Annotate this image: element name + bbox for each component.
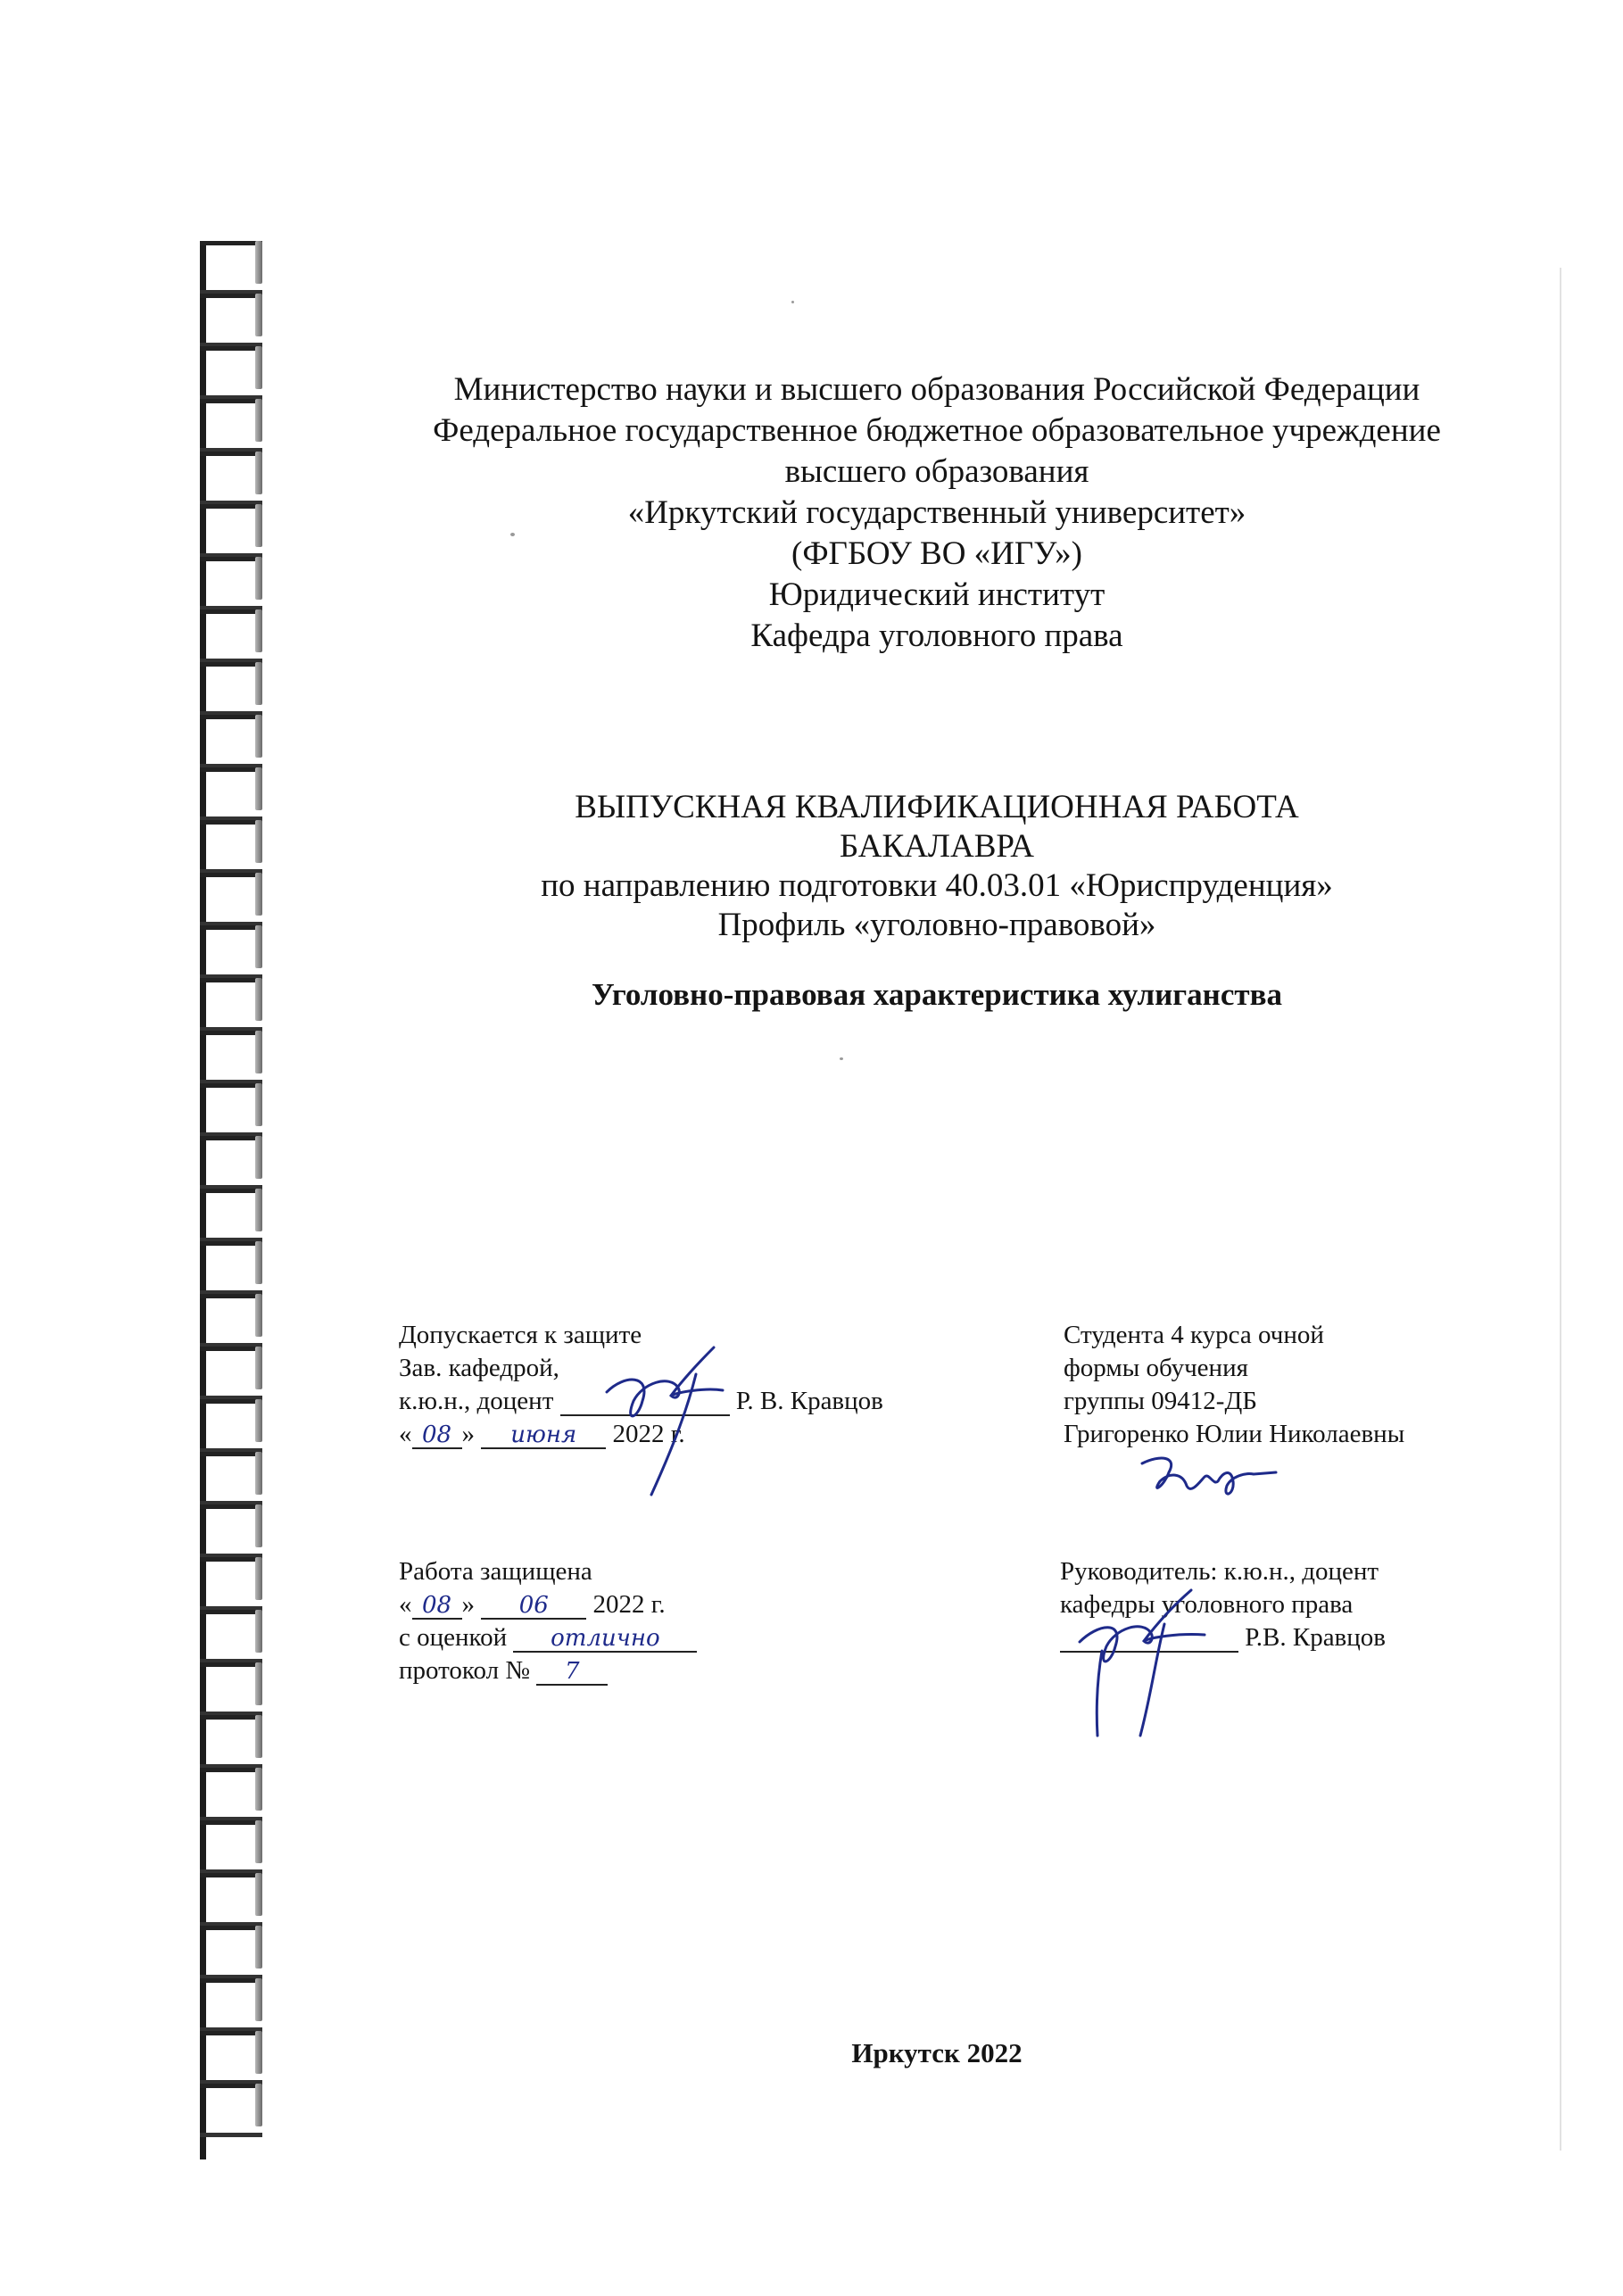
binding-tooth <box>200 2084 264 2137</box>
institution-header <box>384 369 1490 657</box>
student-group-line: группы 09412-ДБ <box>1064 1387 1257 1415</box>
institute-line: Юридический институт <box>768 576 1105 613</box>
spiral-binding <box>200 241 271 2159</box>
degree-line: БАКАЛАВРА <box>840 828 1034 865</box>
student-course-line: Студента 4 курса очной <box>1064 1321 1324 1349</box>
binding-tooth <box>200 1452 264 1505</box>
binding-tooth <box>200 715 264 768</box>
supervisor-signature-field <box>1060 1626 1238 1653</box>
binding-tooth <box>200 1873 264 1927</box>
scan-speck <box>840 1057 843 1060</box>
binding-tooth <box>200 1399 264 1453</box>
grade-label: с оценкой <box>399 1623 514 1652</box>
date-quote-open: « <box>399 1590 412 1619</box>
defense-month-field: 06 <box>481 1593 586 1620</box>
supervisor-block <box>1060 1555 1386 1654</box>
university-abbr-line: (ФГБОУ ВО «ИГУ») <box>791 535 1082 572</box>
city-year: Иркутск 2022 <box>851 2037 1023 2068</box>
date-quote-open: « <box>399 1420 412 1448</box>
head-name: Р. В. Кравцов <box>729 1387 883 1415</box>
supervisor-sign-line <box>1060 1621 1386 1654</box>
university-name-line: «Иркутский государственный университет» <box>627 494 1246 531</box>
grade-field: отлично <box>513 1626 697 1653</box>
binding-tooth <box>200 399 264 452</box>
supervisor-title-line: Руководитель: к.ю.н., доцент <box>1060 1557 1379 1586</box>
work-title-block <box>384 788 1490 945</box>
admission-month-field: июня <box>481 1422 606 1449</box>
binding-tooth <box>200 1347 264 1400</box>
student-name-line: Григоренко Юлии Николаевны <box>1064 1420 1405 1448</box>
binding-tooth <box>200 1294 264 1347</box>
student-block <box>1064 1319 1404 1451</box>
page-edge <box>1560 268 1561 2151</box>
head-credentials-line <box>399 1385 883 1418</box>
date-quote-close: » <box>461 1590 482 1619</box>
head-signature-field <box>560 1389 730 1416</box>
supervisor-department-line: кафедры уголовного права <box>1060 1590 1354 1619</box>
ministry-line: Министерство науки и высшего образования Российской Федерации <box>453 371 1420 408</box>
binding-tooth <box>200 241 264 294</box>
binding-tooth <box>200 1241 264 1295</box>
department-line: Кафедра уголовного права <box>750 618 1123 654</box>
binding-tooth <box>200 873 264 926</box>
binding-tooth <box>200 609 264 663</box>
binding-tooth <box>200 294 264 347</box>
student-study-form-line: формы обучения <box>1064 1354 1248 1382</box>
scan-speck <box>510 533 515 536</box>
binding-tooth <box>200 1715 264 1769</box>
grade-line <box>399 1621 697 1654</box>
binding-tooth <box>200 1083 264 1137</box>
defense-line: Работа защищена <box>399 1557 592 1586</box>
university-type-line: Федеральное государственное бюджетное образовательное учреждение <box>433 412 1441 449</box>
supervisor-name: Р.В. Кравцов <box>1238 1623 1386 1652</box>
protocol-label: протокол № <box>399 1656 537 1685</box>
binding-tooth <box>200 978 264 1032</box>
admission-line: Допускается к защите <box>399 1321 642 1349</box>
education-level-line: высшего образования <box>784 453 1089 490</box>
profile-line: Профиль «уголовно-правовой» <box>717 907 1156 943</box>
date-quote-close: » <box>461 1420 482 1448</box>
binding-tooth <box>200 504 264 558</box>
defense-date-line <box>399 1588 697 1621</box>
binding-tooth <box>200 452 264 505</box>
binding-tooth <box>200 1978 264 2032</box>
scan-speck <box>791 301 794 303</box>
student-signature <box>1133 1446 1285 1517</box>
protocol-field: 7 <box>536 1659 608 1686</box>
binding-tooth <box>200 557 264 610</box>
binding-tooth <box>200 1926 264 1979</box>
binding-tooth <box>200 1662 264 1716</box>
binding-tooth <box>200 1610 264 1663</box>
head-of-department-line: Зав. кафедрой, <box>399 1354 559 1382</box>
admission-year: 2022 г. <box>606 1420 685 1448</box>
binding-tooth <box>200 1136 264 1189</box>
binding-tooth <box>200 1189 264 1242</box>
admission-block <box>399 1319 883 1451</box>
admission-date-line <box>399 1418 883 1451</box>
binding-tooth <box>200 662 264 716</box>
protocol-line <box>399 1654 697 1687</box>
binding-tooth <box>200 925 264 979</box>
binding-tooth <box>200 1504 264 1558</box>
binding-tooth <box>200 1557 264 1611</box>
binding-tooth <box>200 1768 264 1821</box>
binding-tooth <box>200 346 264 400</box>
thesis-topic: Уголовно-правовая характеристика хулиганства <box>592 977 1282 1012</box>
binding-tooth <box>200 2031 264 2085</box>
defense-day-field: 08 <box>412 1593 462 1620</box>
binding-tooth <box>200 820 264 874</box>
binding-tooth <box>200 767 264 821</box>
defense-block <box>399 1555 697 1687</box>
head-title: к.ю.н., доцент <box>399 1387 560 1415</box>
binding-tooth <box>200 1031 264 1084</box>
defense-year: 2022 г. <box>586 1590 666 1619</box>
admission-day-field: 08 <box>412 1422 462 1449</box>
work-type-line: ВЫПУСКНАЯ КВАЛИФИКАЦИОННАЯ РАБОТА <box>575 789 1299 825</box>
binding-tooth <box>200 1820 264 1874</box>
direction-line: по направлению подготовки 40.03.01 «Юриспруденция» <box>541 867 1333 904</box>
